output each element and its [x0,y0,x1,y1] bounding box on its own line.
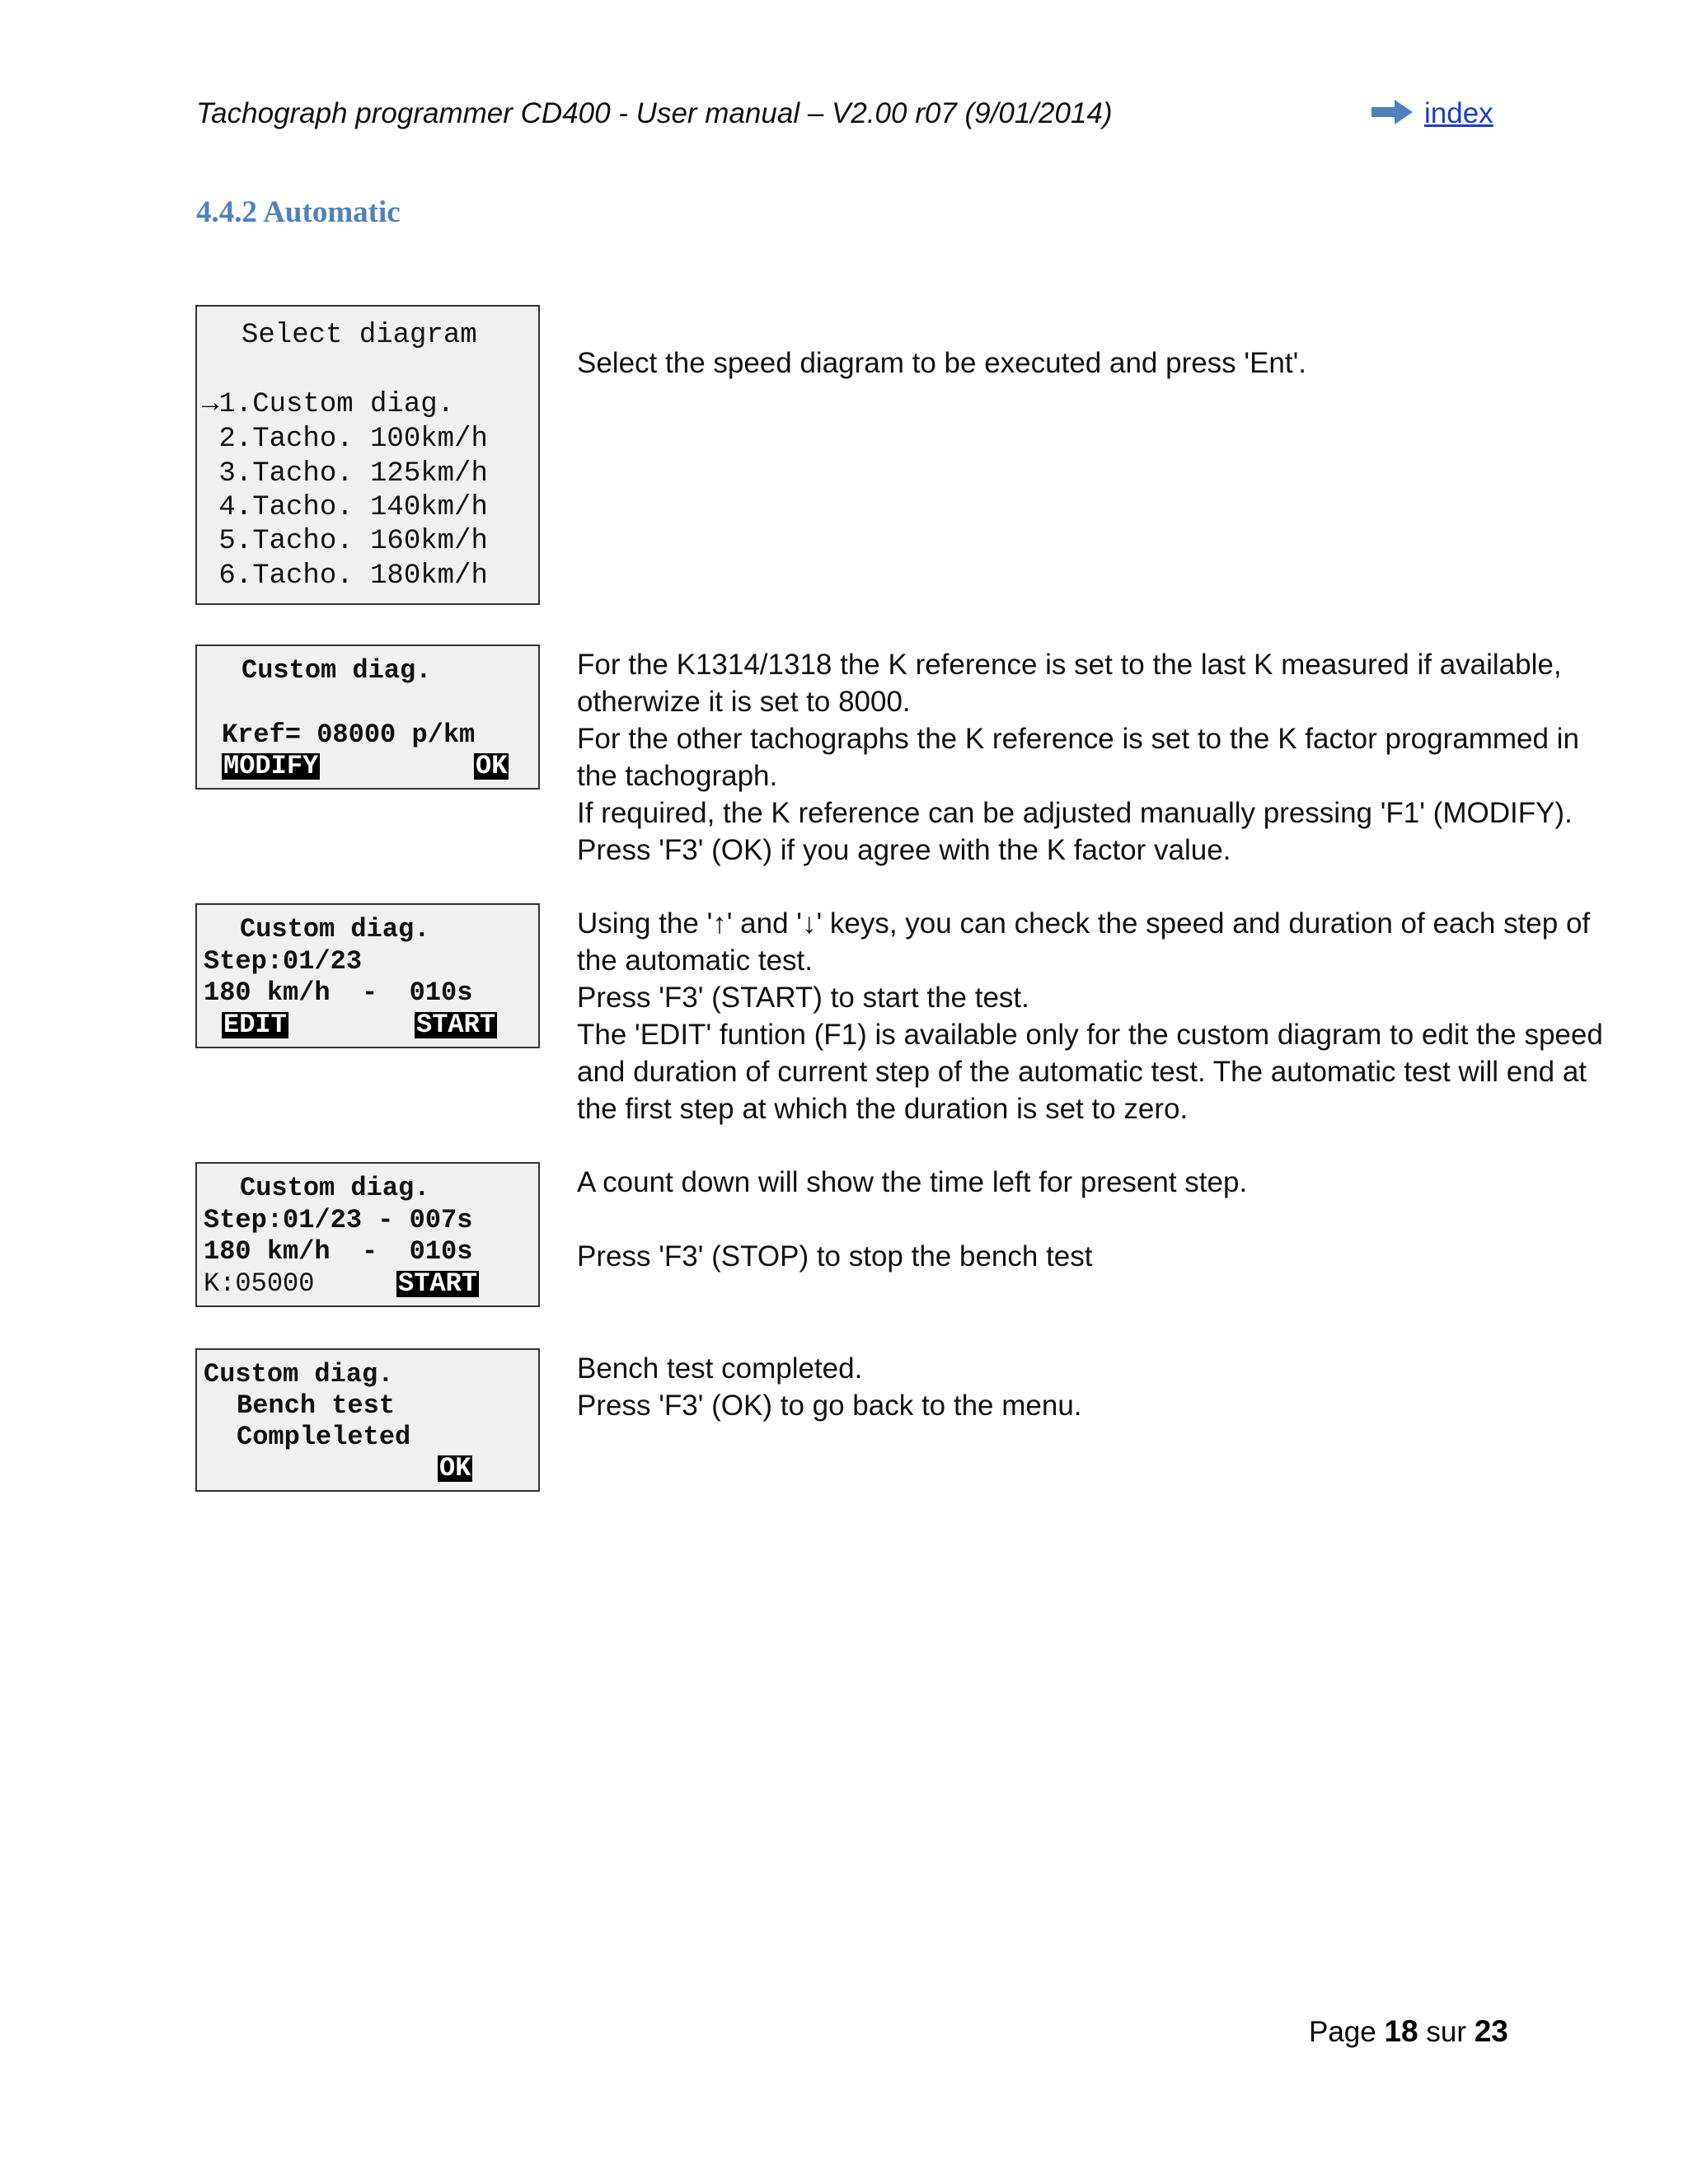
description-line: the automatic test. [577,944,813,977]
lcd-screen-completed [195,1348,540,1492]
document-header-title: Tachograph programmer CD400 - User manual – V2.00 r07 (9/01/2014) [196,97,1113,129]
lcd-screen-running [195,1162,540,1307]
description-line: The 'EDIT' funtion (F1) is available only for the custom diagram to edit the speed [577,1019,1603,1051]
description-running [577,1164,1599,1275]
page-total: 23 [1474,2014,1508,2048]
description-line: Press 'F3' (START) to start the test. [577,982,1029,1014]
lcd-k-value: K:05000 [204,1268,315,1299]
lcd-ok-button: OK [476,751,508,781]
description-kref [577,646,1599,869]
description-line: Press 'F3' (STOP) to stop the bench test [577,1240,1093,1272]
page-separator: sur [1426,2016,1466,2048]
lcd-menu-item: →1.Custom diag. [202,389,455,420]
description-line: For the other tachographs the K reference is set to the K factor programmed in [577,723,1579,755]
description-line: otherwize it is set to 8000. [577,686,911,718]
lcd-edit-button: EDIT [223,1010,287,1040]
lcd-menu-item: 3.Tacho. 125km/h [202,458,488,490]
page-number [1309,2014,1508,2049]
lcd-speed-line: 180 km/h - 010s [204,977,473,1008]
description-select [577,344,1599,382]
lcd-speed-line: 180 km/h - 010s [204,1236,473,1267]
description-line: For the K1314/1318 the K reference is set to the last K measured if available, [577,649,1562,681]
right-arrow-icon [1372,100,1413,129]
lcd-completed-line: Compleleted [237,1422,411,1452]
lcd-menu-item: 2.Tacho. 100km/h [202,424,488,455]
description-steps [577,905,1603,1127]
description-line: Bench test completed. [577,1352,863,1385]
lcd-title: Custom diag. [240,914,430,944]
description-line: the tachograph. [577,760,778,792]
description-line [577,1201,1599,1238]
lcd-title: Custom diag. [240,1173,430,1203]
lcd-menu-item: 4.Tacho. 140km/h [202,492,488,523]
lcd-modify-button: MODIFY [223,751,319,781]
lcd-title: Custom diag. [241,655,432,686]
page-current: 18 [1384,2014,1418,2048]
lcd-step-line: Step:01/23 [204,946,363,977]
description-line: Press 'F3' (OK) to go back to the menu. [577,1390,1082,1422]
lcd-screen-select-diagram [195,305,540,605]
index-link-label[interactable]: index [1424,97,1493,129]
lcd-bench-test-line: Bench test [237,1390,396,1421]
description-line: Press 'F3' (OK) if you agree with the K factor value. [577,834,1231,866]
lcd-menu-item: 6.Tacho. 180km/h [202,560,488,592]
lcd-step-countdown: Step:01/23 - 007s [204,1205,473,1235]
description-line: Select the speed diagram to be executed and press 'Ent'. [577,347,1307,379]
lcd-menu-item: 5.Tacho. 160km/h [202,526,488,557]
lcd-screen-steps [195,903,540,1048]
lcd-start-button: START [416,1010,496,1040]
lcd-ok-button: OK [439,1453,471,1483]
description-completed [577,1350,1599,1424]
lcd-kref-value: Kref= 08000 p/km [222,719,476,750]
lcd-title: Select diagram [241,320,477,351]
section-title: 4.4.2 Automatic [196,195,401,229]
index-link[interactable] [1372,97,1493,130]
page-prefix: Page [1309,2016,1376,2048]
description-line: If required, the K reference can be adjusted manually pressing 'F1' (MODIFY). [577,797,1573,829]
description-line: the first step at which the duration is set to zero. [577,1093,1189,1125]
description-line: and duration of current step of the automatic test. The automatic test will end at [577,1056,1587,1088]
description-line: Using the '↑' and '↓' keys, you can check the speed and duration of each step of [577,907,1591,940]
lcd-start-button: START [398,1268,478,1299]
lcd-title: Custom diag. [204,1359,394,1390]
lcd-screen-kref [195,644,540,790]
description-line: A count down will show the time left for present step. [577,1166,1248,1198]
